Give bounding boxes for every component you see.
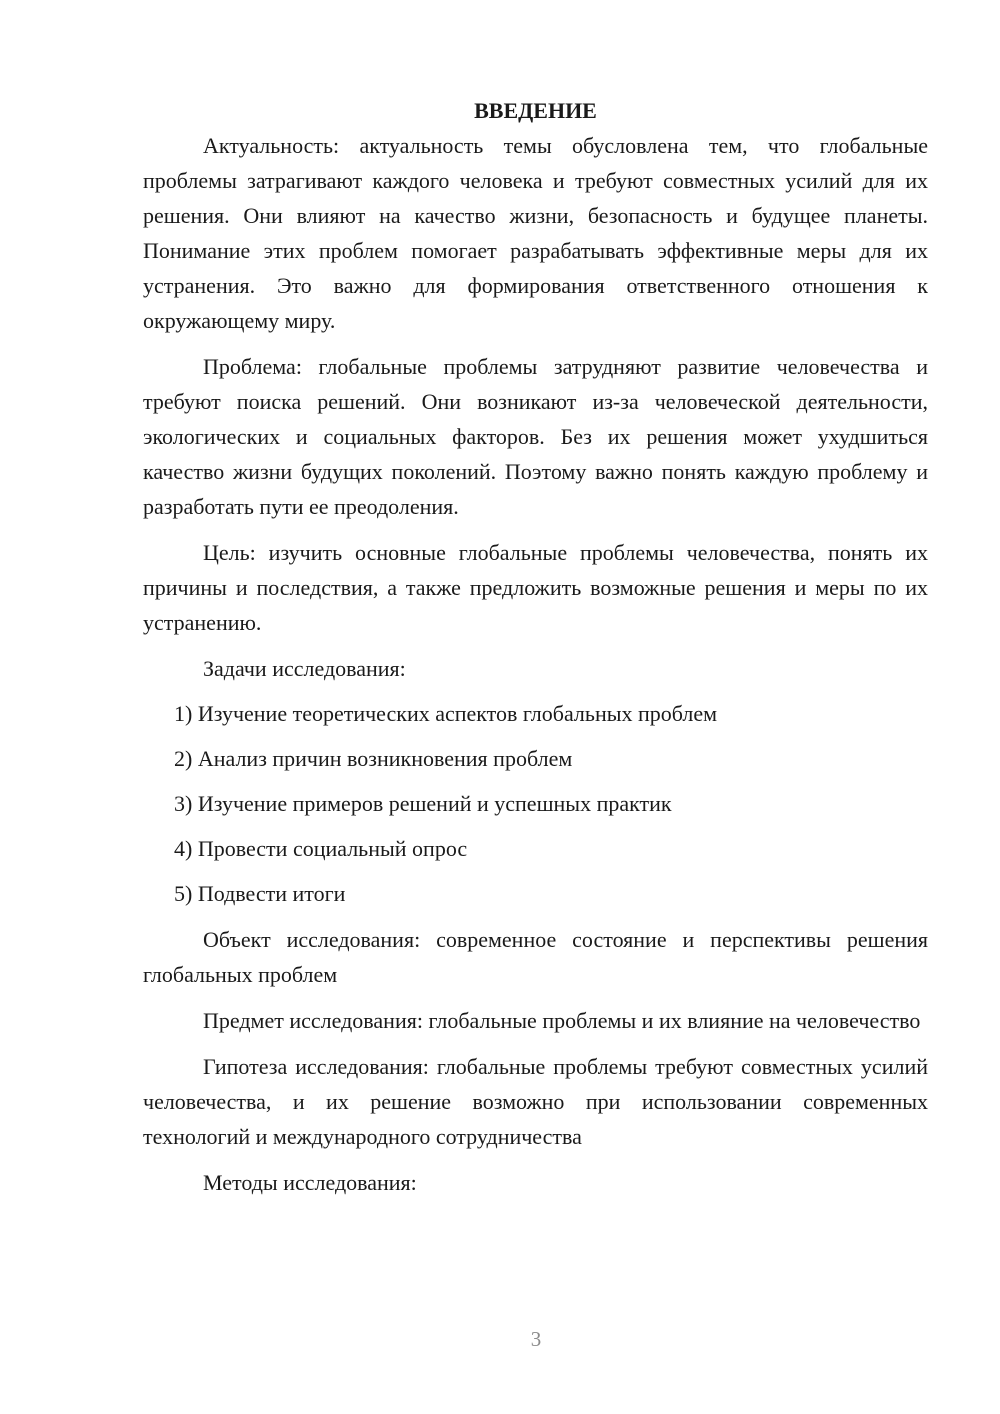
list-item: 2) Анализ причин возникновения проблем — [174, 746, 573, 771]
tasks-list — [143, 696, 928, 911]
list-item: 3) Изучение примеров решений и успешных практик — [174, 791, 672, 816]
page-title: ВВЕДЕНИЕ — [474, 98, 597, 123]
problem-paragraph: Проблема: глобальные проблемы затрудняют развитие человечества и требуют поиска решений. Они возникают из-за человеческой деятельности, экологических и социальных факторов. Без их решения может ухудшиться качество жизни будущих поколений. Поэтому важно понять каждую проблему и разработать пути ее преодоления. — [143, 354, 928, 519]
subject-paragraph: Предмет исследования: глобальные проблемы и их влияние на человечество — [203, 1008, 921, 1033]
tasks-heading: Задачи исследования: — [203, 656, 406, 681]
list-item: 5) Подвести итоги — [174, 881, 346, 906]
methods-heading: Методы исследования: — [203, 1170, 417, 1195]
list-item: 1) Изучение теоретических аспектов глобальных проблем — [174, 701, 718, 726]
object-paragraph: Объект исследования: современное состояние и перспективы решения глобальных проблем — [143, 927, 928, 987]
list-item: 4) Провести социальный опрос — [174, 836, 468, 861]
hypothesis-paragraph: Гипотеза исследования: глобальные проблемы требуют совместных усилий человечества, и их решение возможно при использовании современных технологий и международного сотрудничества — [143, 1054, 928, 1149]
relevance-paragraph: Актуальность: актуальность темы обусловлена тем, что глобальные проблемы затрагивают каждого человека и требуют совместных усилий для их решения. Они влияют на качество жизни, безопасность и будущее планеты. Понимание этих проблем помогает разрабатывать эффективные меры для их устранения. Это важно для формирования ответственного отношения к окружающему миру. — [143, 133, 928, 333]
page-content — [143, 93, 928, 1200]
page-number: 3 — [530, 1327, 542, 1351]
goal-paragraph: Цель: изучить основные глобальные проблемы человечества, понять их причины и последствия, а также предложить возможные решения и меры по их устранению. — [143, 540, 928, 635]
